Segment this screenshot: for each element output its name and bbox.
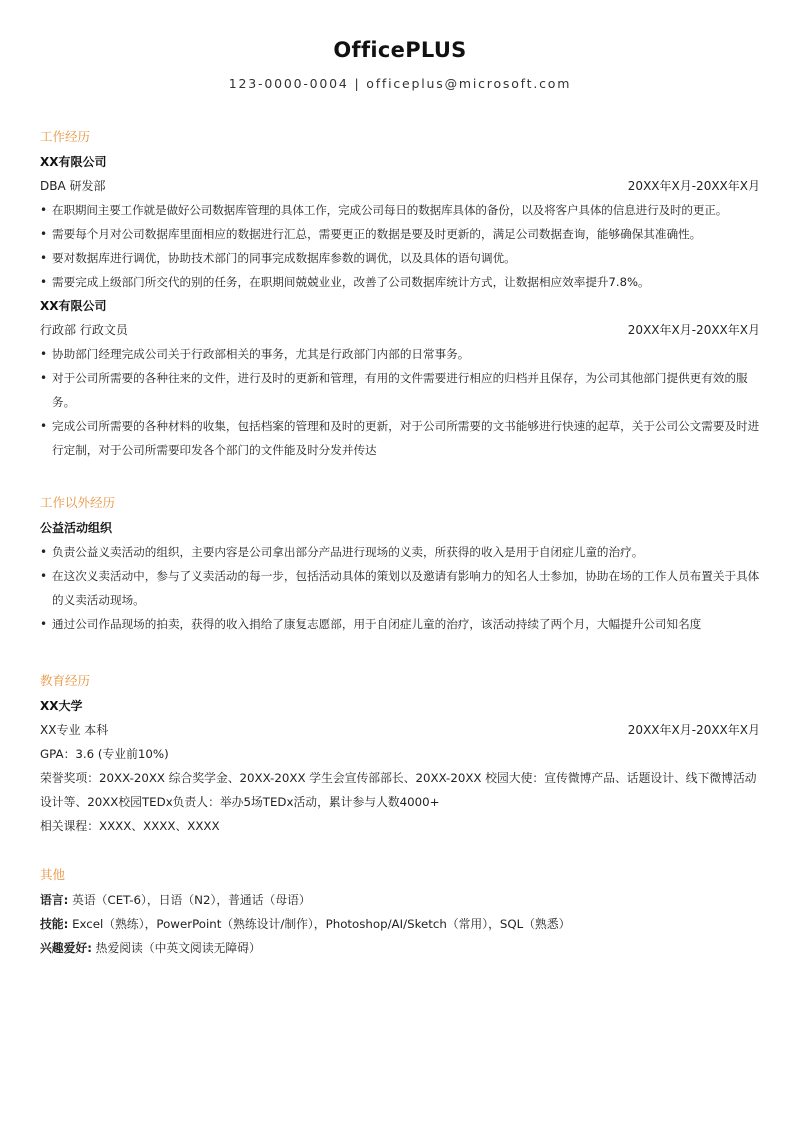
major-degree: XX专业 本科: [40, 723, 109, 737]
education-section: [40, 670, 760, 838]
hobby-value: 热爱阅读（中英文阅读无障碍）: [95, 941, 261, 955]
activity-list: [40, 540, 760, 636]
role-title: DBA 研发部: [40, 179, 106, 193]
skills-line: [40, 912, 760, 936]
courses: 相关课程：XXXX、XXXX、XXXX: [40, 819, 220, 833]
company-name: XX有限公司: [40, 155, 107, 169]
list-item: • 需要完成上级部门所交代的别的任务，在职期间兢兢业业，改善了公司数据库统计方式，让数据相应效率提升7.8%。: [40, 270, 760, 294]
other-experience-section: [40, 492, 760, 636]
list-item: • 在这次义卖活动中，参与了义卖活动的每一步，包括活动具体的策划以及邀请有影响力的知名人士参加，协助在场的工作人员布置关于具体的义卖活动现场。: [40, 564, 760, 612]
list-item: • 要对数据库进行调优，协助技术部门的同事完成数据库参数的调优，以及具体的语句调优。: [40, 246, 760, 270]
resume-name: OfficePLUS: [333, 38, 467, 62]
section-title-work: 工作经历: [40, 129, 91, 144]
hobby-line: [40, 936, 760, 960]
list-item: • 需要每个月对公司数据库里面相应的数据进行汇总，需要更正的数据是要及时更新的，满足公司数据查询，能够确保其准确性。: [40, 222, 760, 246]
duty-list: [40, 198, 760, 294]
section-title-education: 教育经历: [40, 673, 91, 688]
duty-list: [40, 342, 760, 462]
date-range: 20XX年X月-20XX年X月: [627, 323, 760, 337]
role-row: [40, 318, 760, 342]
honors: 荣誉奖项：20XX-20XX 综合奖学金、20XX-20XX 学生会宣传部部长、20XX-20XX 校园大使：宣传微博产品、话题设计、线下微博活动设计等、20XX校园TEDx负责人：举办5场TEDx活动，累计参与人数4000+: [40, 771, 757, 809]
list-item: • 协助部门经理完成公司关于行政部相关的事务，尤其是行政部门内部的日常事务。: [40, 342, 760, 366]
job-entry: [40, 150, 760, 294]
date-range: 20XX年X月-20XX年X月: [627, 179, 760, 193]
language-label: 语言:: [40, 893, 69, 907]
role-row: [40, 174, 760, 198]
company-name: XX有限公司: [40, 299, 107, 313]
contact-line: 123-0000-0004 | officeplus@microsoft.com: [228, 76, 572, 91]
skills-value: Excel（熟练），PowerPoint（熟练设计/制作），Photoshop/AI/Sketch（常用），SQL（熟悉）: [72, 917, 571, 931]
job-entry: [40, 294, 760, 462]
language-line: [40, 888, 760, 912]
list-item: • 通过公司作品现场的拍卖，获得的收入捐给了康复志愿部，用于自闭症儿童的治疗，该活动持续了两个月，大幅提升公司知名度: [40, 612, 760, 636]
skills-label: 技能:: [40, 917, 69, 931]
gpa: GPA：3.6 (专业前10%): [40, 747, 169, 761]
list-item: • 负责公益义卖活动的组织，主要内容是公司拿出部分产品进行现场的义卖，所获得的收入是用于自闭症儿童的治疗。: [40, 540, 760, 564]
role-title: 行政部 行政文员: [40, 323, 128, 337]
school-name: XX大学: [40, 699, 83, 713]
list-item: • 在职期间主要工作就是做好公司数据库管理的具体工作，完成公司每日的数据库具体的备份，以及将客户具体的信息进行及时的更正。: [40, 198, 760, 222]
list-item: • 完成公司所需要的各种材料的收集，包括档案的管理和及时的更新，对于公司所需要的文书能够进行快速的起草，关于公司公文需要及时进行定制，对于公司所需要印发各个部门的文件能及时分发并传达: [40, 414, 760, 462]
section-title-misc: 其他: [40, 867, 66, 882]
list-item: • 对于公司所需要的各种往来的文件，进行及时的更新和管理，有用的文件需要进行相应的归档并且保存，为公司其他部门提供更有效的服务。: [40, 366, 760, 414]
section-title-other: 工作以外经历: [40, 495, 116, 510]
major-row: [40, 718, 760, 742]
misc-section: [40, 864, 760, 960]
work-section: [40, 126, 760, 462]
date-range: 20XX年X月-20XX年X月: [627, 723, 760, 737]
language-value: 英语（CET-6），日语（N2），普通话（母语）: [72, 893, 311, 907]
hobby-label: 兴趣爱好:: [40, 941, 92, 955]
organization-name: 公益活动组织: [40, 521, 113, 535]
